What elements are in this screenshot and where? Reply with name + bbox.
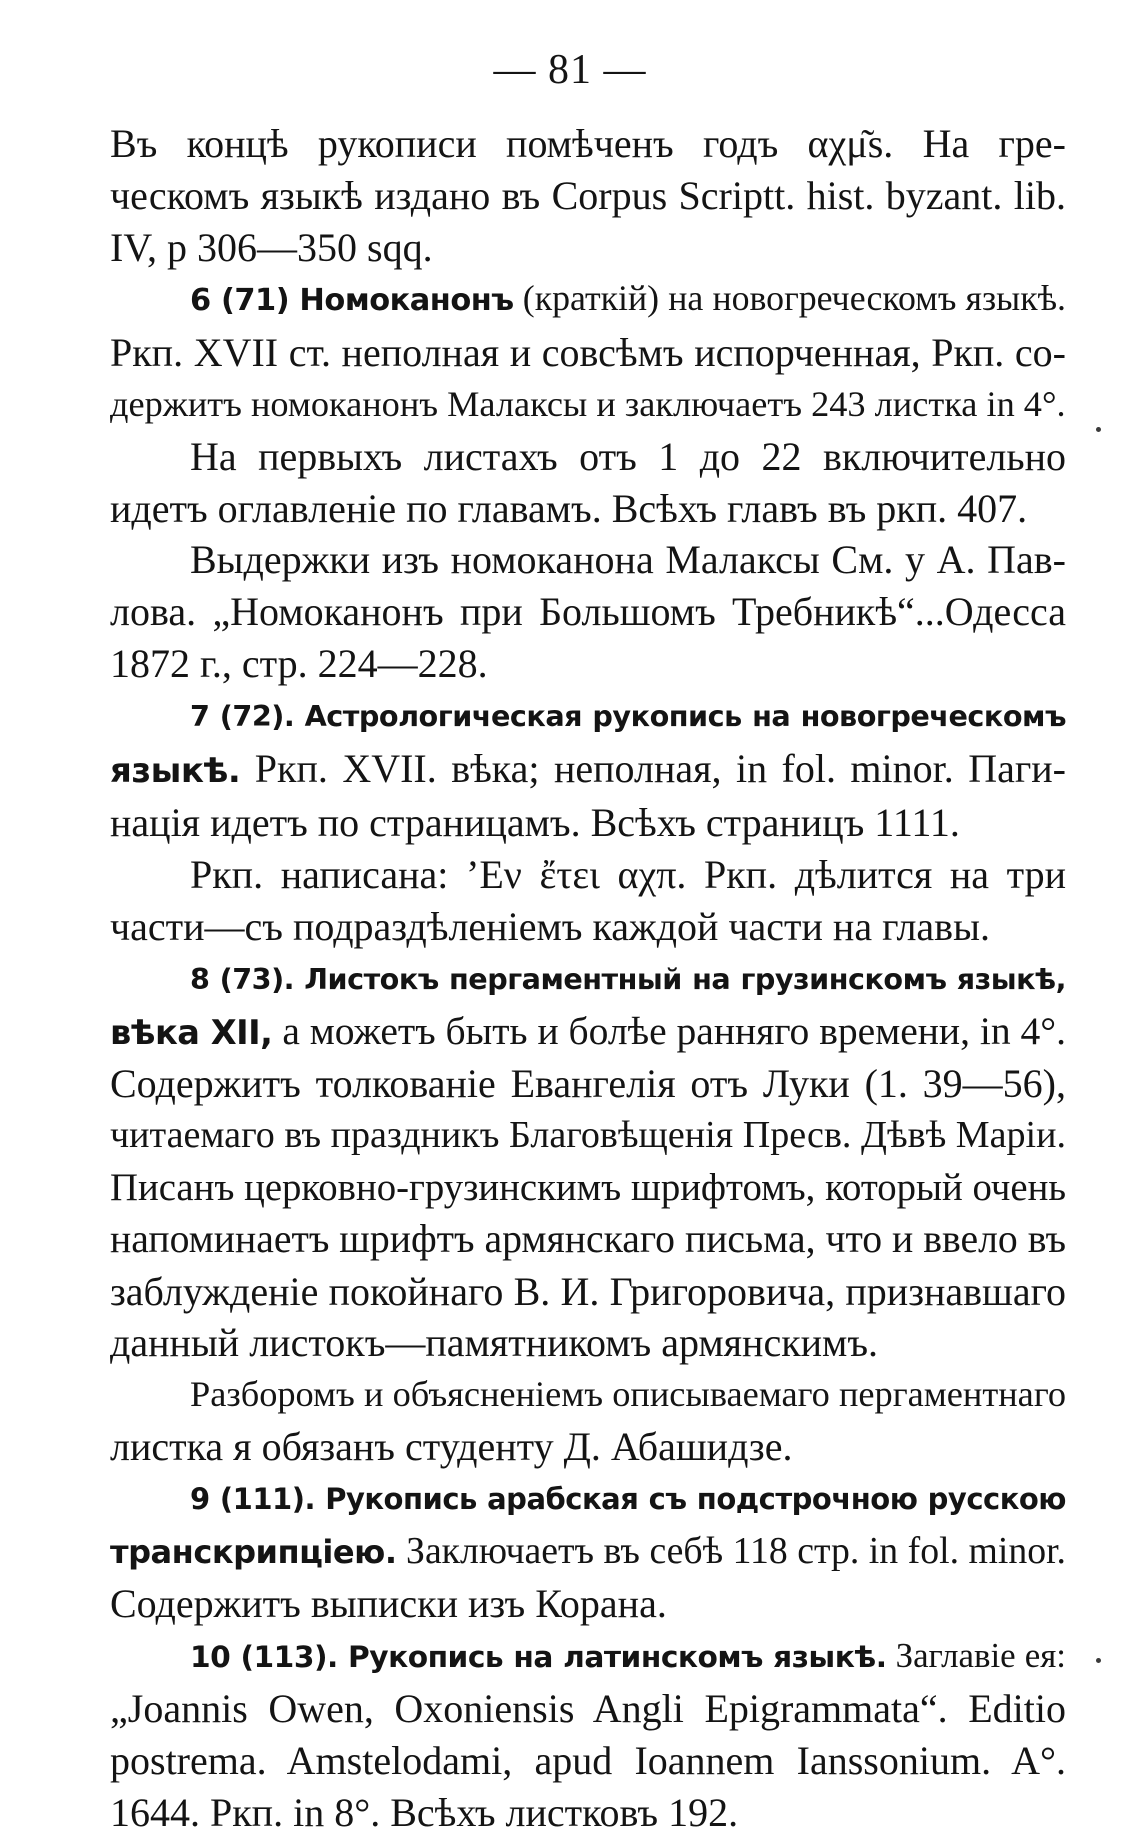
text-line	[110, 1162, 1066, 1214]
text-line	[110, 118, 1066, 170]
text-line	[110, 534, 1066, 586]
line-text: читаемаго въ праздникъ Благовѣщенія Пресв. Дѣвѣ Маріи.	[110, 1114, 1066, 1156]
entry-heading: 7 (72). Астрологическая рукопись на новогреческомъ	[190, 699, 1066, 733]
entry-heading: 10 (113). Рукопись на латинскомъ языкѣ.	[190, 1639, 886, 1674]
paragraph	[110, 849, 1066, 953]
paragraph	[110, 118, 1066, 273]
line-text: Въ концѣ рукописи помѣченъ годъ αχμ͂s. На гре-	[110, 121, 1066, 166]
line-text: Разборомъ и объясненіемъ описываемаго пергаментнаго	[190, 1374, 1066, 1414]
entry-heading: 8 (73). Листокъ пергаментный на грузинскомъ языкѣ,	[190, 962, 1066, 996]
text-line	[110, 1006, 1066, 1059]
entry-heading: вѣка XII,	[110, 1013, 272, 1052]
text-line	[110, 1317, 1066, 1369]
text-line	[110, 1473, 1066, 1526]
text-line	[110, 1110, 1066, 1162]
paragraph	[110, 1630, 1066, 1838]
line-text: IV, p 306—350 sqq.	[110, 225, 433, 270]
entry-heading: 9 (111). Рукопись арабская съ подстрочною русскою	[190, 1482, 1066, 1516]
line-text: На первыхъ листахъ отъ 1 до 22 включительно	[190, 434, 1066, 479]
text-line	[110, 586, 1066, 638]
paragraph	[110, 273, 1066, 430]
paragraph	[110, 1473, 1066, 1630]
line-text: листка я обязанъ студенту Д. Абашидзе.	[110, 1424, 792, 1469]
body-text	[110, 118, 1066, 1838]
text-line	[110, 483, 1066, 535]
line-text: части—съ подраздѣленіемъ каждой части на главы.	[110, 904, 990, 949]
margin-speck	[1096, 427, 1101, 432]
line-text: напоминаетъ шрифтъ армянскаго письма, что и ввело въ	[110, 1217, 1066, 1261]
line-text: Заглавіе ея:	[886, 1636, 1066, 1675]
text-line	[110, 327, 1066, 379]
paragraph	[110, 431, 1066, 535]
line-text: „Joannis Owen, Oxoniensis Angli Epigrammata“. Editio	[110, 1686, 1066, 1731]
text-line	[110, 849, 1066, 901]
text-line	[110, 1526, 1066, 1579]
paragraph	[110, 534, 1066, 689]
line-text: 1872 г., стр. 224—228.	[110, 641, 488, 686]
paragraph	[110, 1369, 1066, 1473]
text-line	[110, 1578, 1066, 1630]
line-text: Ркп. написана: ’Εν ἔτει αχπ. Ркп. дѣлится на три	[190, 852, 1066, 897]
line-text: лова. „Номоканонъ при Большомъ Требникѣ“...Одесса	[110, 589, 1066, 634]
line-text: Ркп. XVII ст. неполная и совсѣмъ испорченная, Ркп. со-	[110, 330, 1066, 375]
line-text: идетъ оглавленіе по главамъ. Всѣхъ главъ въ ркп. 407.	[110, 486, 1027, 531]
text-line	[110, 273, 1066, 327]
line-text: Ркп. XVII. вѣка; неполная, in fol. minor. Паги-	[240, 746, 1066, 791]
text-line	[110, 1787, 1066, 1838]
entry-heading: языкѣ.	[110, 751, 240, 791]
text-line	[110, 1058, 1066, 1110]
entry-heading: 6 (71) Номоканонъ	[190, 283, 514, 318]
text-line	[110, 743, 1066, 798]
line-text: а можетъ быть и болѣе ранняго времени, in 4°.	[272, 1009, 1066, 1053]
margin-speck	[1096, 1658, 1101, 1663]
line-text: Заключаетъ въ себѣ 118 стр. in fol. minor.	[397, 1530, 1066, 1572]
text-line	[110, 901, 1066, 953]
line-text: заблужденіе покойнаго В. И. Григоровича, признавшаго	[110, 1269, 1066, 1314]
text-line	[110, 431, 1066, 483]
line-text: (краткій) на новогреческомъ языкѣ.	[514, 278, 1066, 318]
line-text: Выдержки изъ номоканона Малаксы См. у А. Пав-	[190, 537, 1066, 582]
text-line	[110, 953, 1066, 1006]
text-line	[110, 1630, 1066, 1683]
line-text: Содержитъ выписки изъ Корана.	[110, 1581, 667, 1626]
text-line	[110, 1214, 1066, 1266]
text-line	[110, 638, 1066, 690]
line-text: нація идетъ по страницамъ. Всѣхъ страницъ 1111.	[110, 800, 960, 845]
paragraph	[110, 953, 1066, 1369]
line-text: 1644. Ркп. in 8°. Всѣхъ листковъ 192.	[110, 1790, 738, 1835]
line-text: Писанъ церковно-грузинскимъ шрифтомъ, который очень	[110, 1166, 1066, 1209]
line-text: postrema. Amstelodami, apud Ioannem Ianssonium. A°.	[110, 1738, 1066, 1783]
text-line	[110, 1683, 1066, 1735]
line-text: держитъ номоканонъ Малаксы и заключаетъ 243 листка in 4°.	[110, 384, 1066, 424]
text-line	[110, 222, 1066, 274]
line-text: данный листокъ—памятникомъ армянскимъ.	[110, 1320, 878, 1365]
line-text: ческомъ языкѣ издано въ Corpus Scriptt. hist. byzant. lib.	[110, 173, 1066, 218]
text-line	[110, 1369, 1066, 1421]
text-line	[110, 1735, 1066, 1787]
paragraph	[110, 690, 1066, 849]
text-line	[110, 690, 1066, 743]
entry-heading: транскрипціею.	[110, 1533, 397, 1571]
line-text: Содержитъ толкованіе Евангелія отъ Луки (1. 39—56),	[110, 1061, 1066, 1106]
text-line	[110, 1266, 1066, 1318]
page-number: — 81 —	[0, 40, 1140, 100]
text-line	[110, 797, 1066, 849]
text-line	[110, 1421, 1066, 1473]
text-line	[110, 379, 1066, 431]
text-line	[110, 170, 1066, 222]
